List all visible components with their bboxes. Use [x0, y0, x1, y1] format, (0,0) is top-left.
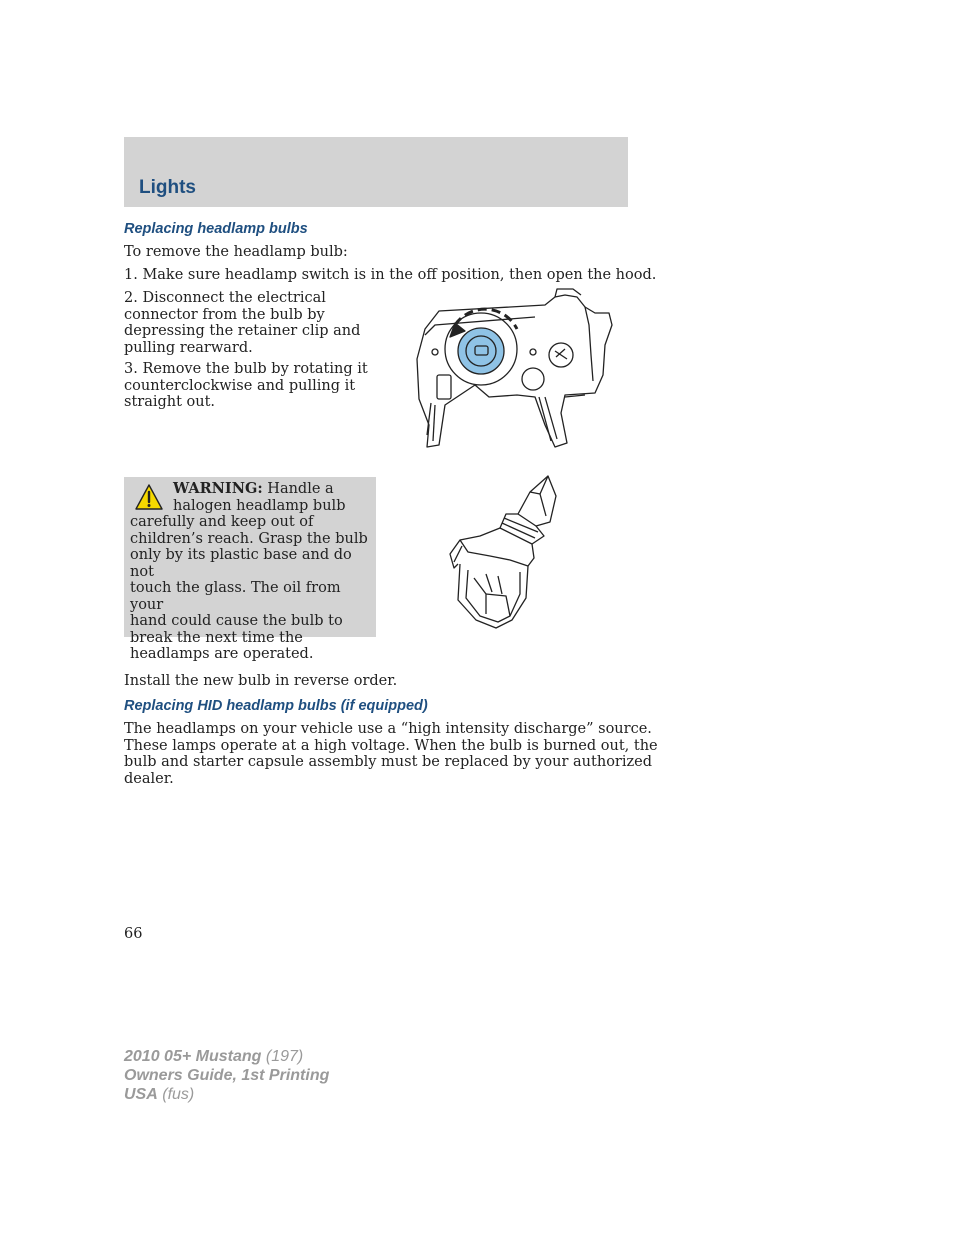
- warning-line: carefully and keep out of: [130, 514, 314, 530]
- warning-line: hand could cause the bulb to: [130, 613, 343, 629]
- warning-text: [130, 481, 370, 663]
- step-1-text: 1. Make sure headlamp switch is in the off position, then open the hood.: [124, 267, 657, 283]
- halogen-bulb-illustration: [440, 470, 570, 635]
- hid-line: bulb and starter capsule assembly must be replaced by your authorized: [124, 754, 652, 770]
- step-3-line: straight out.: [124, 394, 216, 410]
- document-footer: [124, 1047, 329, 1104]
- step-3-text: [124, 361, 368, 411]
- page-number: 66: [124, 926, 143, 942]
- intro-text: To remove the headlamp bulb:: [124, 244, 348, 260]
- hid-line: dealer.: [124, 770, 174, 787]
- warning-line: headlamps are operated.: [130, 646, 314, 662]
- footer-region: USA: [124, 1086, 158, 1103]
- warning-line: halogen headlamp bulb: [173, 497, 346, 514]
- step-2-text: [124, 290, 360, 356]
- warning-box: [124, 477, 376, 662]
- warning-line: children’s reach. Grasp the bulb: [130, 530, 368, 547]
- heading-replacing-hid-headlamp-bulbs: Replacing HID headlamp bulbs (if equipped): [124, 698, 428, 714]
- section-title: Lights: [139, 177, 196, 198]
- step-2-line: 2. Disconnect the electrical: [124, 290, 326, 306]
- heading-replacing-headlamp-bulbs: Replacing headlamp bulbs: [124, 221, 308, 237]
- footer-region-code: (fus): [162, 1086, 195, 1103]
- hid-line: These lamps operate at a high voltage. When the bulb is burned out, the: [124, 737, 658, 754]
- step-3-line: counterclockwise and pulling it: [124, 377, 356, 394]
- section-header-band: [124, 137, 628, 207]
- warning-line: touch the glass. The oil from your: [130, 580, 341, 613]
- step-2-line: connector from the bulb by: [124, 306, 325, 323]
- headlamp-housing-illustration: [405, 285, 620, 455]
- step-2-line: pulling rearward.: [124, 339, 253, 356]
- warning-line: Handle a: [267, 481, 334, 497]
- install-text: Install the new bulb in reverse order.: [124, 673, 398, 689]
- footer-model-code: (197): [265, 1048, 304, 1065]
- warning-line: break the next time the: [130, 629, 303, 646]
- warning-line: only by its plastic base and do not: [130, 547, 352, 580]
- step-2-line: depressing the retainer clip and: [124, 323, 361, 339]
- hid-line: The headlamps on your vehicle use a “high intensity discharge” source.: [124, 721, 652, 737]
- footer-guide: Owners Guide, 1st Printing: [124, 1067, 330, 1084]
- hid-paragraph: [124, 721, 658, 787]
- footer-model: 2010 05+ Mustang: [124, 1048, 262, 1065]
- warning-label: WARNING:: [173, 480, 263, 497]
- step-3-line: 3. Remove the bulb by rotating it: [124, 361, 368, 377]
